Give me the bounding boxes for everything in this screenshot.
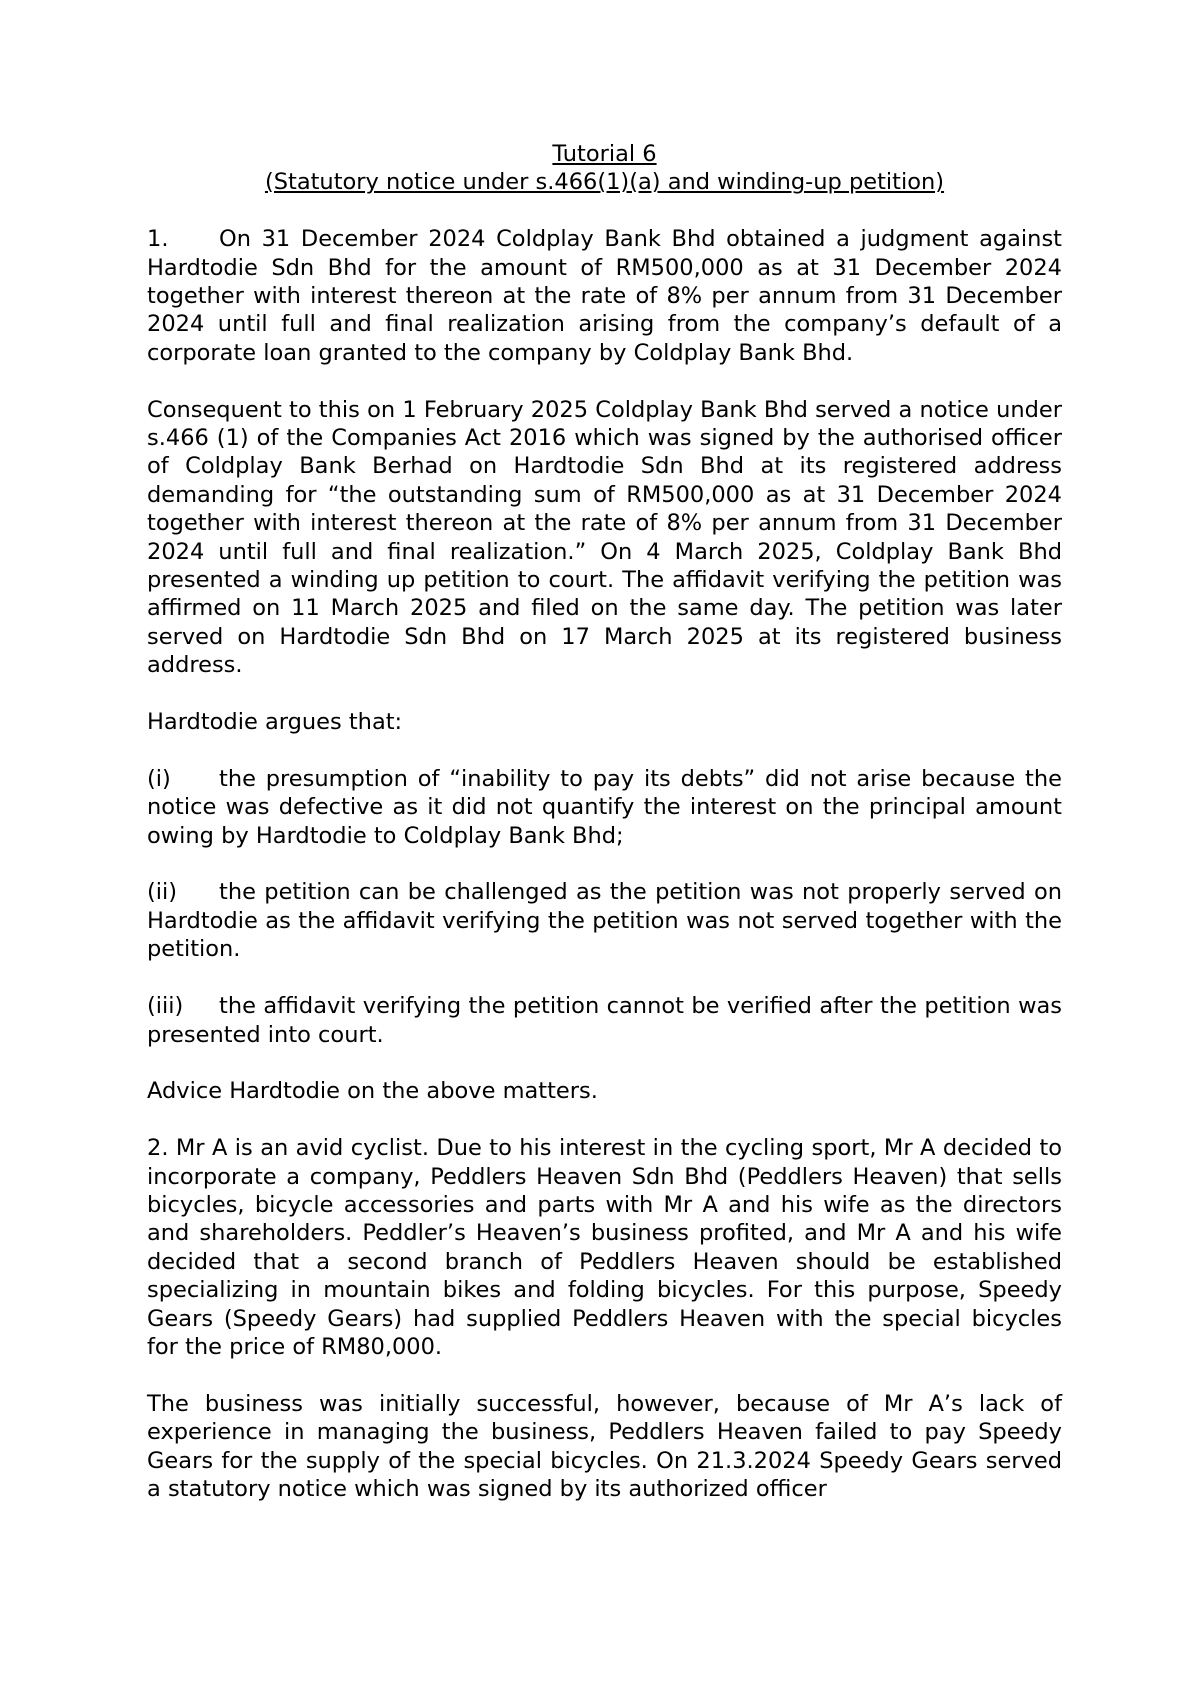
argument-point-2-label: (ii) bbox=[147, 879, 178, 906]
argument-point-2-text: the petition can be challenged as the petition was not properly served on Hardtodie as the affidavit verifying the petition was not served together with the petition. bbox=[147, 879, 1062, 963]
question-1-number: 1. bbox=[147, 226, 169, 253]
question-1-intro bbox=[147, 225, 1062, 367]
question-1-argues: Hardtodie argues that: bbox=[147, 709, 403, 736]
question-1-intro-text: On 31 December 2024 Coldplay Bank Bhd obtained a judgment against Hardtodie Sdn Bhd for the amount of RM500,000 as at 31 December 2024 together with interest thereon at the rate of 8% per annum from 31 December 2024 until full and final realization arising from the company’s default of a corporate loan granted to the company by Coldplay Bank Bhd. bbox=[147, 226, 1062, 366]
argument-point-3 bbox=[147, 992, 1062, 1049]
argument-point-3-label: (iii) bbox=[147, 993, 184, 1020]
document-page bbox=[147, 140, 1062, 1503]
question-2-intro: 2. Mr A is an avid cyclist. Due to his interest in the cycling sport, Mr A decided to incorporate a company, Peddlers Heaven Sdn Bhd (Peddlers Heaven) that sells bicycles, bicycle accessories and parts with Mr A and his wife as the directors and shareholders. Peddler’s Heaven’s business profited, and Mr A and his wife decided that a second branch of Peddlers Heaven should be established specializing in mountain bikes and folding bicycles. For this purpose, Speedy Gears (Speedy Gears) had supplied Peddlers Heaven with the special bicycles for the price of RM80,000. bbox=[147, 1135, 1062, 1360]
question-2-facts: The business was initially successful, however, because of Mr A’s lack of experience in managing the business, Peddlers Heaven failed to pay Speedy Gears for the supply of the special bicycles. On 21.3.2024 Speedy Gears served a statutory notice which was signed by its authorized officer bbox=[147, 1390, 1062, 1502]
argument-point-2 bbox=[147, 878, 1062, 963]
argument-point-1 bbox=[147, 765, 1062, 850]
argument-point-3-text: the affidavit verifying the petition cannot be verified after the petition was presented into court. bbox=[147, 993, 1062, 1048]
argument-point-1-label: (i) bbox=[147, 765, 171, 792]
page-title: Tutorial 6 bbox=[552, 141, 657, 167]
question-1-facts: Consequent to this on 1 February 2025 Coldplay Bank Bhd served a notice under s.466 (1) of the Companies Act 2016 which was signed by the authorised officer of Coldplay Bank Berhad on Hardtodie Sdn Bhd at its registered address demanding for “the outstanding sum of RM500,000 as at 31 December 2024 together with interest thereon at the rate of 8% per annum from 31 December 2024 until full and final realization.” On 4 March 2025, Coldplay Bank Bhd presented a winding up petition to court. The affidavit verifying the petition was affirmed on 11 March 2025 and filed on the same day. The petition was later served on Hardtodie Sdn Bhd on 17 March 2025 at its registered business address. bbox=[147, 396, 1062, 679]
page-subtitle: (Statutory notice under s.466(1)(a) and winding-up petition) bbox=[264, 169, 945, 196]
question-1-advice: Advice Hardtodie on the above matters. bbox=[147, 1078, 598, 1105]
argument-point-1-text: the presumption of “inability to pay its debts” did not arise because the notice was defective as it did not quantify the interest on the principal amount owing by Hardtodie to Coldplay Bank Bhd; bbox=[147, 765, 1062, 849]
